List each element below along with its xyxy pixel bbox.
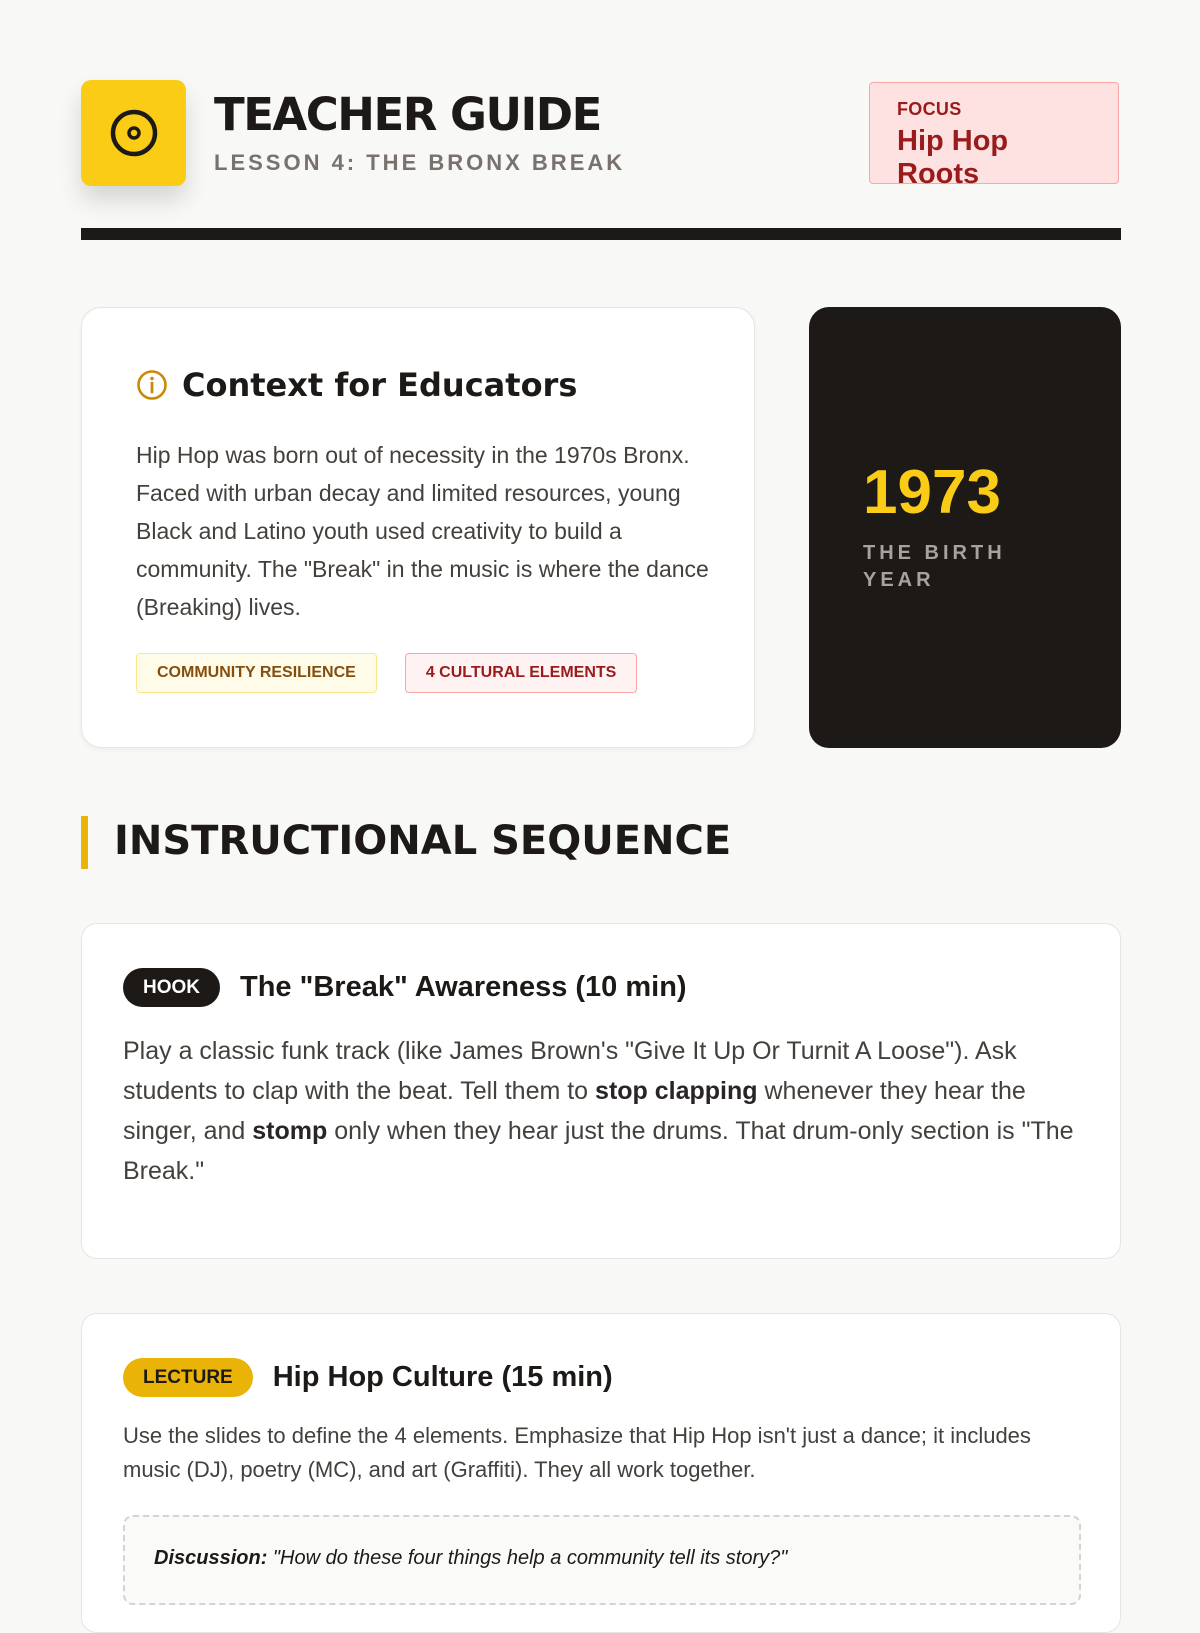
section-title: INSTRUCTIONAL SEQUENCE: [114, 818, 732, 864]
step-header: [123, 1358, 613, 1397]
tag-cultural-elements: 4 CULTURAL ELEMENTS: [405, 653, 638, 693]
context-title: Context for Educators: [182, 366, 578, 404]
step-header: [123, 968, 687, 1007]
context-card: [81, 307, 755, 748]
step-title: Hip Hop Culture (15 min): [272, 1361, 613, 1393]
step-description: Play a classic funk track (like James Brown's "Give It Up Or Turnit A Loose"). Ask students to clap with the beat. Tell them to stop clapping whenever they hear the singer, and stomp only when they hear just the drums. That drum-only section is "The Break.": [123, 1037, 1074, 1185]
year-card: [809, 307, 1121, 748]
discussion-label: Discussion:: [154, 1547, 268, 1569]
page-title: TEACHER GUIDE: [214, 88, 601, 141]
tag-community-resilience: COMMUNITY RESILIENCE: [136, 653, 377, 693]
step-badge-lecture: LECTURE: [123, 1358, 253, 1397]
step-title: The "Break" Awareness (10 min): [240, 971, 687, 1003]
info-icon: [136, 369, 168, 401]
emphasis-stop-clapping: stop clapping: [595, 1077, 758, 1105]
logo-badge: [81, 80, 186, 186]
disc-icon: [109, 108, 159, 158]
year-label: THE BIRTH YEAR: [863, 542, 1006, 591]
focus-badge: [869, 82, 1119, 190]
step-badge-hook: HOOK: [123, 968, 220, 1007]
section-accent-bar: [81, 816, 88, 869]
lesson-subtitle: LESSON 4: THE BRONX BREAK: [214, 150, 626, 175]
focus-label: FOCUS: [897, 99, 962, 119]
emphasis-stomp: stomp: [252, 1117, 328, 1145]
step-description: Use the slides to define the 4 elements. Emphasize that Hip Hop isn't just a dance; it includes music (DJ), poetry (MC), and art (Graffiti). They all work together.: [123, 1423, 1031, 1482]
step-card-lecture: [81, 1313, 1121, 1633]
page-header: [81, 80, 1121, 188]
discussion-prompt: [123, 1515, 1081, 1605]
header-divider: [81, 228, 1121, 240]
discussion-question: "How do these four things help a community tell its story?": [272, 1547, 788, 1569]
tag-list: [136, 653, 637, 693]
year-value: 1973: [863, 458, 1001, 527]
context-text: Hip Hop was born out of necessity in the 1970s Bronx. Faced with urban decay and limited resources, young Black and Latino youth used creativity to build a community. The "Break" in the music is where the dance (Breaking) lives.: [136, 442, 709, 620]
context-header: [136, 366, 577, 404]
step-card-hook: [81, 923, 1121, 1259]
focus-value: Hip Hop Roots: [897, 125, 1009, 190]
